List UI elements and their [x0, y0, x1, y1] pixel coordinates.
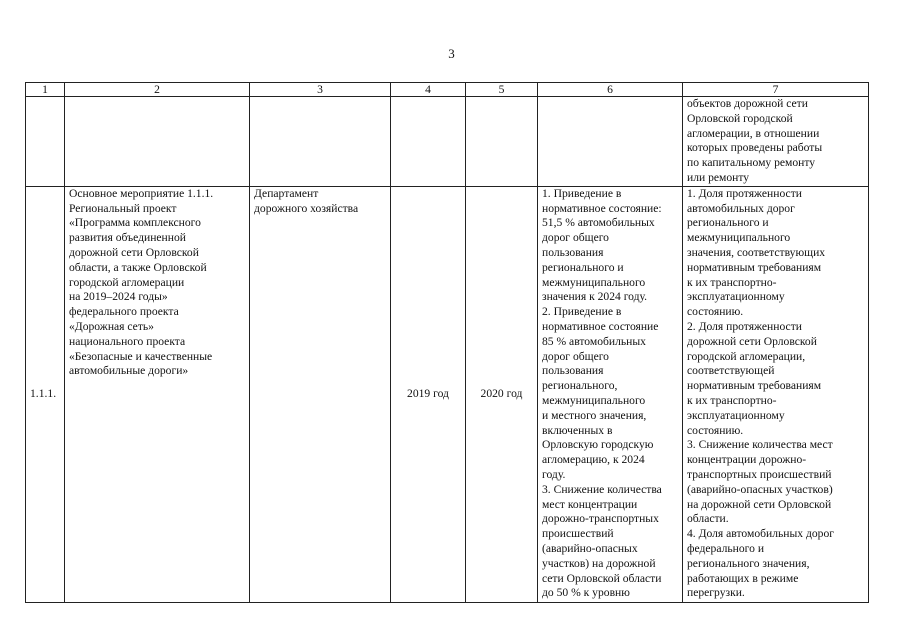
end-year-cell: 2020 год	[466, 186, 538, 602]
start-year-cell: 2019 год	[391, 186, 466, 602]
executor-cell: Департамент дорожного хозяйства	[250, 186, 391, 602]
page-number: 3	[448, 46, 455, 61]
empty-cell	[26, 97, 65, 187]
empty-cell	[65, 97, 250, 187]
empty-cell	[538, 97, 683, 187]
expected-results-cell: 1. Приведение в нормативное состояние: 51,5 % автомобильных дорог общего пользования регионального и межмуниципального значения к 2024 году. 2. Приведение в нормативное состояние 85 % автомобильных дорог общего пользования регионального, межмуниципального и местного значения, включенных в Орловскую городскую агломерацию, к 2024 году. 3. Снижение количества мест концентрации дорожно-транспортных происшествий (аварийно-опасных участков) на дорожной сети Орловской области до 50 % к уровню	[538, 186, 683, 602]
row-number-cell: 1.1.1.	[26, 186, 65, 602]
header-cell-5: 5	[466, 83, 538, 97]
header-cell-7: 7	[683, 83, 869, 97]
header-cell-6: 6	[538, 83, 683, 97]
table-row	[26, 186, 869, 602]
header-cell-1: 1	[26, 83, 65, 97]
indicators-cell: 1. Доля протяженности автомобильных дорог регионального и межмуниципального значения, соответствующих нормативным требованиям к их транспортно- эксплуатационному состоянию. 2. Доля протяженности дорожной сети Орловской городской агломерации, соответствующей нормативным требованиям к их транспортно- эксплуатационному состоянию. 3. Снижение количества мест концентрации дорожно- транспортных происшествий (аварийно-опасных участков) на дорожной сети Орловской области. 4. Доля автомобильных дорог федерального и регионального значения, работающих в режиме перегрузки.	[683, 186, 869, 602]
header-cell-4: 4	[391, 83, 466, 97]
header-cell-3: 3	[250, 83, 391, 97]
empty-cell	[250, 97, 391, 187]
header-cell-2: 2	[65, 83, 250, 97]
program-table	[25, 82, 869, 603]
continuation-indicators-cell: объектов дорожной сети Орловской городской агломерации, в отношении которых проведены работы по капитальному ремонту или ремонту	[683, 97, 869, 187]
empty-cell	[391, 97, 466, 187]
header-row	[26, 83, 869, 97]
empty-cell	[466, 97, 538, 187]
continuation-row	[26, 97, 869, 187]
event-name-cell: Основное мероприятие 1.1.1. Региональный проект «Программа комплексного развития объединенной дорожной сети Орловской области, а также Орловской городской агломерации на 2019–2024 годы» федерального проекта «Дорожная сеть» национального проекта «Безопасные и качественные автомобильные дороги»	[65, 186, 250, 602]
